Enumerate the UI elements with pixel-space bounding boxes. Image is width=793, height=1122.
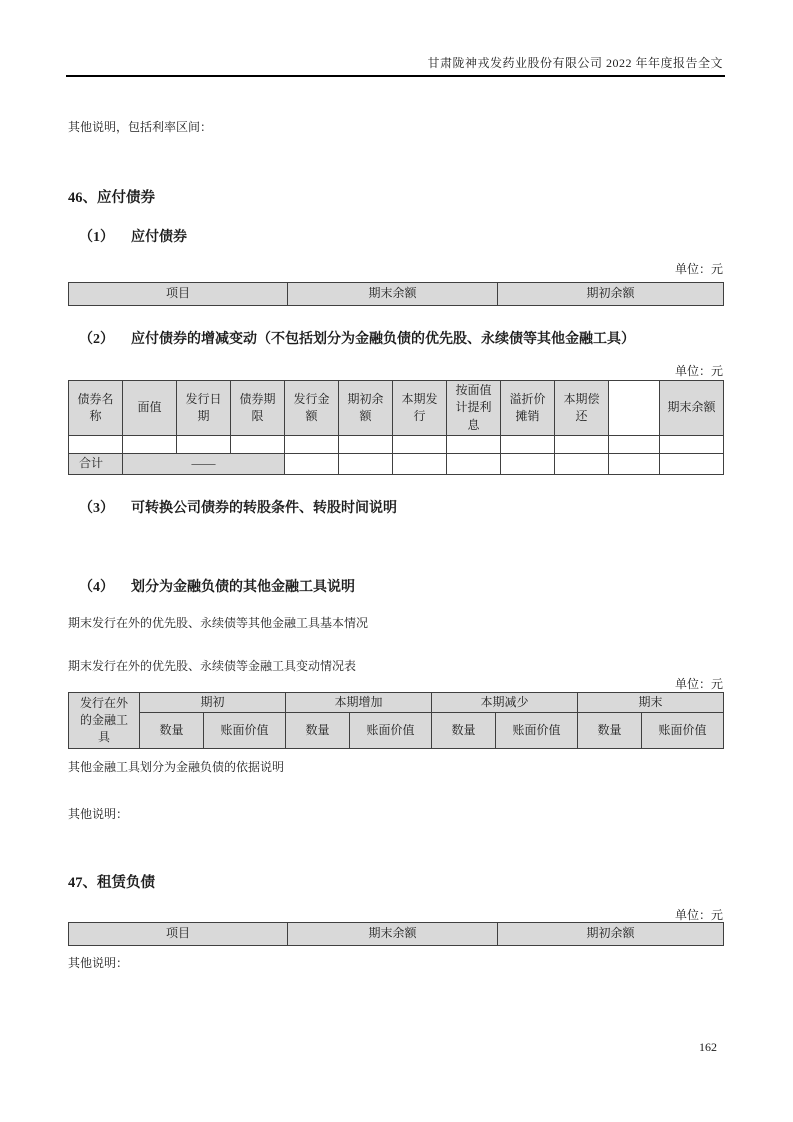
table-subheader-row bbox=[69, 713, 724, 749]
interest-rate-note: 其他说明，包括利率区间： bbox=[68, 120, 213, 134]
col-header-face-value: 面值 bbox=[123, 381, 177, 436]
page-header-title: 甘肃陇神戎发药业股份有限公司 2022 年年度报告全文 bbox=[427, 56, 723, 70]
section-46-3-text: 可转换公司债券的转股条件、转股时间说明 bbox=[131, 501, 397, 516]
table-row-empty bbox=[69, 436, 724, 454]
page-number: 162 bbox=[699, 1040, 717, 1054]
unit-label-lease: 单位：元 bbox=[674, 908, 723, 922]
table-header-row bbox=[69, 923, 724, 946]
col-header-premium-amortization: 溢折价摊销 bbox=[501, 381, 555, 436]
subheader-quantity: 数量 bbox=[286, 713, 350, 749]
col-header-bond-name: 债券名称 bbox=[69, 381, 123, 436]
other-note-47: 其他说明： bbox=[68, 956, 129, 970]
subheader-quantity: 数量 bbox=[432, 713, 496, 749]
corner-header-instruments: 发行在外的金融工具 bbox=[69, 693, 140, 749]
col-header-blank bbox=[609, 381, 660, 436]
section-46-2-number: （2） bbox=[79, 332, 114, 347]
other-instruments-changes-note: 期末发行在外的优先股、永续债等金融工具变动情况表 bbox=[68, 659, 357, 673]
unit-label-bonds: 单位：元 bbox=[674, 262, 723, 276]
col-header-closing-balance: 期末余额 bbox=[288, 283, 498, 306]
col-header-item: 项目 bbox=[69, 923, 288, 946]
table-header-row bbox=[69, 283, 724, 306]
subheader-quantity: 数量 bbox=[578, 713, 642, 749]
col-header-opening-balance: 期初余额 bbox=[498, 923, 724, 946]
col-header-bond-term: 债券期限 bbox=[231, 381, 285, 436]
table-header-row bbox=[69, 381, 724, 436]
table-group-header-row bbox=[69, 693, 724, 713]
group-header-opening: 期初 bbox=[140, 693, 286, 713]
section-47-title: 47、租赁负债 bbox=[68, 875, 155, 891]
col-header-item: 项目 bbox=[69, 283, 288, 306]
section-46-3-number: （3） bbox=[79, 501, 114, 516]
unit-label-instruments: 单位：元 bbox=[674, 677, 723, 691]
liability-basis-note: 其他金融工具划分为金融负债的依据说明 bbox=[68, 760, 285, 774]
total-label: 合计 bbox=[69, 454, 123, 475]
bond-changes-table bbox=[68, 380, 724, 475]
col-header-issue-date: 发行日期 bbox=[177, 381, 231, 436]
subheader-book-value: 账面价值 bbox=[350, 713, 432, 749]
section-46-4-text: 划分为金融负债的其他金融工具说明 bbox=[131, 580, 355, 595]
col-header-interest-at-face: 按面值计提利息 bbox=[447, 381, 501, 436]
lease-liabilities-table bbox=[68, 922, 724, 946]
total-merged-dash: —— bbox=[123, 454, 285, 475]
group-header-closing: 期末 bbox=[578, 693, 724, 713]
col-header-closing-balance: 期末余额 bbox=[288, 923, 498, 946]
section-46-4-number: （4） bbox=[79, 580, 114, 595]
section-46-1-number: （1） bbox=[79, 230, 114, 245]
other-note-46: 其他说明： bbox=[68, 807, 129, 821]
other-instruments-basic-note: 期末发行在外的优先股、永续债等其他金融工具基本情况 bbox=[68, 616, 369, 630]
subheader-book-value: 账面价值 bbox=[496, 713, 578, 749]
subheader-quantity: 数量 bbox=[140, 713, 204, 749]
col-header-current-issue: 本期发行 bbox=[393, 381, 447, 436]
section-46-4-title bbox=[68, 576, 723, 596]
section-46-1-title bbox=[68, 226, 723, 246]
section-46-title: 46、应付债券 bbox=[68, 190, 155, 206]
bonds-payable-table bbox=[68, 282, 724, 306]
table-row-total bbox=[69, 454, 724, 475]
section-46-2-text: 应付债券的增减变动（不包括划分为金融负债的优先股、永续债等其他金融工具） bbox=[131, 332, 635, 347]
col-header-current-repayment: 本期偿还 bbox=[555, 381, 609, 436]
unit-label-bond-changes: 单位：元 bbox=[674, 364, 723, 378]
section-46-3-title bbox=[68, 497, 723, 517]
col-header-issue-amount: 发行金额 bbox=[285, 381, 339, 436]
financial-instruments-table bbox=[68, 692, 724, 749]
header-rule bbox=[66, 75, 725, 77]
col-header-opening-balance: 期初余额 bbox=[498, 283, 724, 306]
section-46-1-text: 应付债券 bbox=[131, 230, 187, 245]
group-header-decrease: 本期减少 bbox=[432, 693, 578, 713]
subheader-book-value: 账面价值 bbox=[642, 713, 724, 749]
col-header-closing-balance: 期末余额 bbox=[660, 381, 724, 436]
col-header-opening-balance: 期初余额 bbox=[339, 381, 393, 436]
section-46-2-title bbox=[68, 328, 723, 348]
group-header-increase: 本期增加 bbox=[286, 693, 432, 713]
subheader-book-value: 账面价值 bbox=[204, 713, 286, 749]
